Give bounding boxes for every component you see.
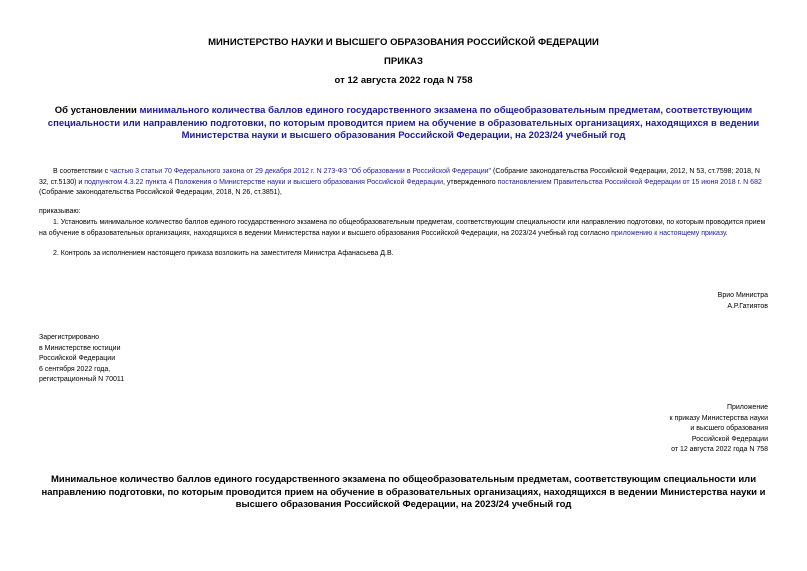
- law-273-link[interactable]: частью 3 статьи 70 Федерального закона от 29 декабря 2012 г. N 273-ФЗ "Об образовании в Российской Федерации": [110, 168, 492, 175]
- preamble-text-3: , утвержденного: [443, 178, 498, 186]
- registration-line-1: Зарегистрировано: [39, 334, 99, 341]
- item1-text: 1. Установить минимальное количество баллов единого государственного экзамена по общеобразовательным предметам, соответствующим специальности или направлению подготовки, по которым проводится прием на обучение в образовательных организациях, находящихся в ведении Министерства науки и высшего образования Российской Федерации, на 2023/24 учебный год согласно: [39, 219, 766, 237]
- registration-line-3: Российской Федерации: [39, 355, 116, 362]
- registration-block: [39, 333, 339, 386]
- preamble-text-2: (Собрание законодательства Российской Федерации, 2012, N 53, ст.7598; 2018, N 32, ст.5130) и: [39, 168, 760, 186]
- title-link[interactable]: минимального количества баллов единого государственного экзамена по общеобразовательным предметам, соответствующим специальности или направлению подготовки, по которым проводится прием на обучение в образовательных организациях, находящихся в ведении Министерства науки и высшего образования Российской Федерации, на 2023/24 учебный год: [47, 105, 760, 141]
- preamble-text-1: В соответствии с: [53, 168, 111, 175]
- signature-block: [500, 291, 768, 312]
- appendix-line-3: и высшего образования: [690, 425, 768, 432]
- preamble-text-4: (Собрание законодательства Российской Федерации, 2018, N 26, ст.3851),: [39, 189, 282, 196]
- order-date: от 12 августа 2022 года N 758: [334, 75, 473, 86]
- regulation-link[interactable]: подпунктом 4.3.22 пункта 4 Положения о Министерстве науки и высшего образования Российской Федерации: [84, 178, 443, 186]
- order-item-2: 2. Контроль за исполнением настоящего приказа возложить на заместителя Министра Афанасьева Д.В.: [53, 250, 394, 257]
- registration-line-4: 6 сентября 2022 года,: [39, 365, 111, 373]
- item1-end: .: [725, 229, 728, 237]
- order-item-1: [39, 218, 769, 239]
- appendix-line-5: от 12 августа 2022 года N 758: [671, 446, 768, 453]
- ministry-heading: МИНИСТЕРСТВО НАУКИ И ВЫСШЕГО ОБРАЗОВАНИЯ РОССИЙСКОЙ ФЕДЕРАЦИИ: [208, 37, 599, 48]
- preamble: [39, 167, 769, 199]
- appendix-link[interactable]: приложению к настоящему приказу: [611, 229, 726, 237]
- registration-line-2: в Министерстве юстиции: [39, 344, 121, 352]
- registration-line-5: регистрационный N 70011: [39, 376, 125, 383]
- order-title: [36, 105, 771, 143]
- signature-position: Врио Министра: [717, 292, 768, 299]
- order-heading: ПРИКАЗ: [384, 56, 423, 67]
- appendix-line-2: к приказу Министерства науки: [669, 414, 768, 422]
- appendix-line-4: Российской Федерации: [691, 435, 768, 443]
- appendix-block: [500, 403, 768, 456]
- appendix-line-1: Приложение: [726, 404, 768, 411]
- orders-word: приказываю:: [39, 208, 81, 215]
- signature-name: А.Р.Гатиятов: [727, 302, 768, 310]
- appendix-title: Минимальное количество баллов единого государственного экзамена по общеобразовательным предметам, соответствующим специальности или направлению подготовки, по которым проводится прием на обучение в образовательных организациях, находящихся в ведении Министерства науки и высшего образования Российской Федерации, на 2023/24 учебный год: [41, 474, 766, 510]
- title-prefix: Об установлении: [54, 105, 140, 116]
- government-decree-link[interactable]: постановлением Правительства Российской Федерации от 15 июня 2018 г. N 682: [497, 178, 762, 186]
